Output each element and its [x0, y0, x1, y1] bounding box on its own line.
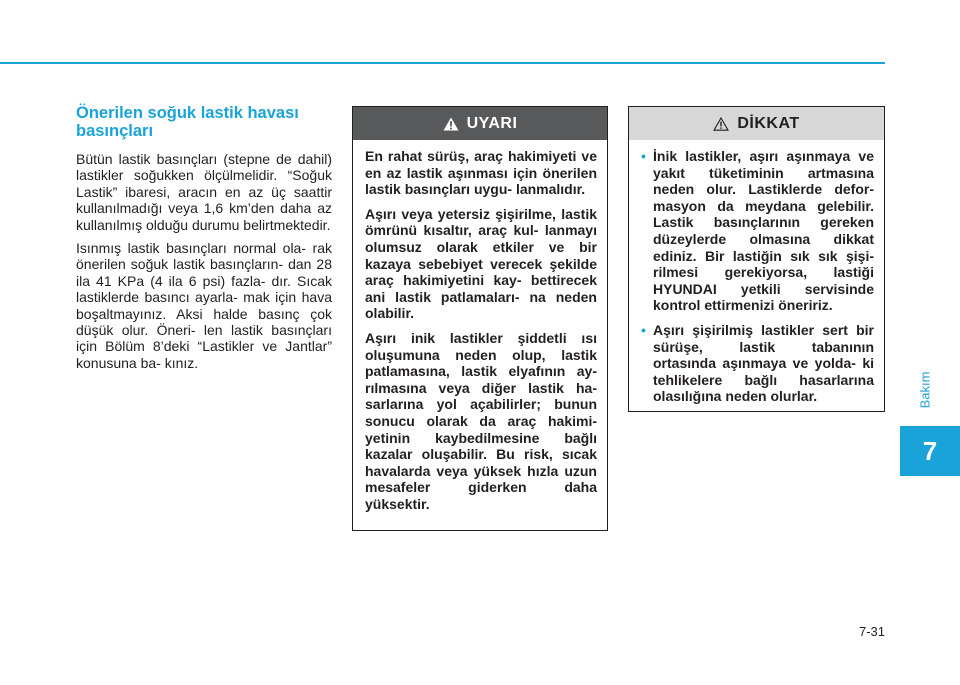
chapter-side-label [913, 360, 937, 420]
bullet-icon: • [641, 321, 646, 338]
warning-header [353, 107, 607, 140]
warning-triangle-icon [443, 117, 459, 131]
caution-triangle-icon [713, 117, 729, 131]
bullet-icon: • [641, 148, 646, 164]
caution-header [629, 107, 884, 140]
body-paragraph-2: Isınmış lastik basınçları normal ola- rak önerilen soğuk lastik basınçların- dan 28 ila 41 KPa (4 ila 6 psi) fazla- dır. Sıcak lastiklerde basıncı ayarla- mak için hava boşaltmayınız. Aksi halde basınç çok düşük olur. Öneri- len lastik basınçları için Bölüm 8’deki “Lastikler ve Jantlar” konusuna ba- kınız. [76, 240, 332, 371]
caution-list [641, 148, 874, 405]
warning-paragraph-3: Aşırı inik lastikler şiddetli ısı oluşumuna neden olup, lastik patlamasına, lastik elyafının ay- rılmasına veya diğer lastik ha- sarlarına yol açabilirler; bunun sonucu olarak da araç hakimi- yetinin kaybedilmesine bağlı kazalar oluşabilir. Bu risk, sıcak havalarda veya yüksek hızla uzun mesafeler giderken daha yüksektir. [365, 329, 597, 512]
caution-item-1 [641, 148, 874, 314]
warning-paragraph-2: Aşırı veya yetersiz şişirilme, lastik ömrünü kısaltır, araç kul- lanmayı olumsuz olarak etkiler ve bir kazaya sebebiyet verecek şekilde araç hakimiyetini kay- bettirecek ani lastik patlamaları- na neden olabilir. [365, 205, 597, 322]
warning-paragraph-1: En rahat sürüş, araç hakimiyeti ve en az lastik aşınması için önerilen lastik basınçları uygu- lanmalıdır. [365, 148, 597, 198]
caution-item-text: İnik lastikler, aşırı aşınmaya ve yakıt tüketiminin artmasına neden olur. Lastiklerde defor- masyon da meydana gelebilir. Lastik basınçlarının gereken düzeylerde olmasına dikkat ediniz. Bir lastiğin sık sık şişi- rilmesi gerekiyorsa, lastiği HYUNDAI yetkili servisinde kontrol ettirmenizi öneririz. [653, 148, 874, 314]
main-column [76, 104, 332, 378]
warning-body [353, 140, 607, 512]
chapter-name: Bakım [917, 371, 933, 409]
caution-title: DİKKAT [737, 114, 800, 132]
chapter-number: 7 [922, 435, 938, 466]
body-paragraph-1: Bütün lastik basınçları (stepne de dahil) lastikler soğukken ölçülmelidir. “Soğuk Lastik” ibaresi, aracın en az üç saattir kullanılmadığı veya 1,6 km’den daha az kullanılmış olduğu durumu belirtmektedir. [76, 151, 332, 233]
caution-box [628, 106, 885, 412]
chapter-tab [900, 426, 960, 476]
page-number: 7-31 [858, 624, 885, 639]
caution-body [629, 140, 884, 405]
warning-title: UYARI [466, 114, 518, 132]
warning-box [352, 106, 608, 531]
section-title: Önerilen soğuk lastik havası basınçları [76, 104, 299, 140]
caution-item-text: Aşırı şişirilmiş lastikler sert bir sürüşe, lastik tabanının ortasında aşınmaya ve yolda- ki tehlikelere bağlı hasarlarına olasılığına neden olurlar. [653, 321, 874, 405]
caution-item-2 [641, 322, 874, 405]
top-rule [0, 62, 885, 64]
